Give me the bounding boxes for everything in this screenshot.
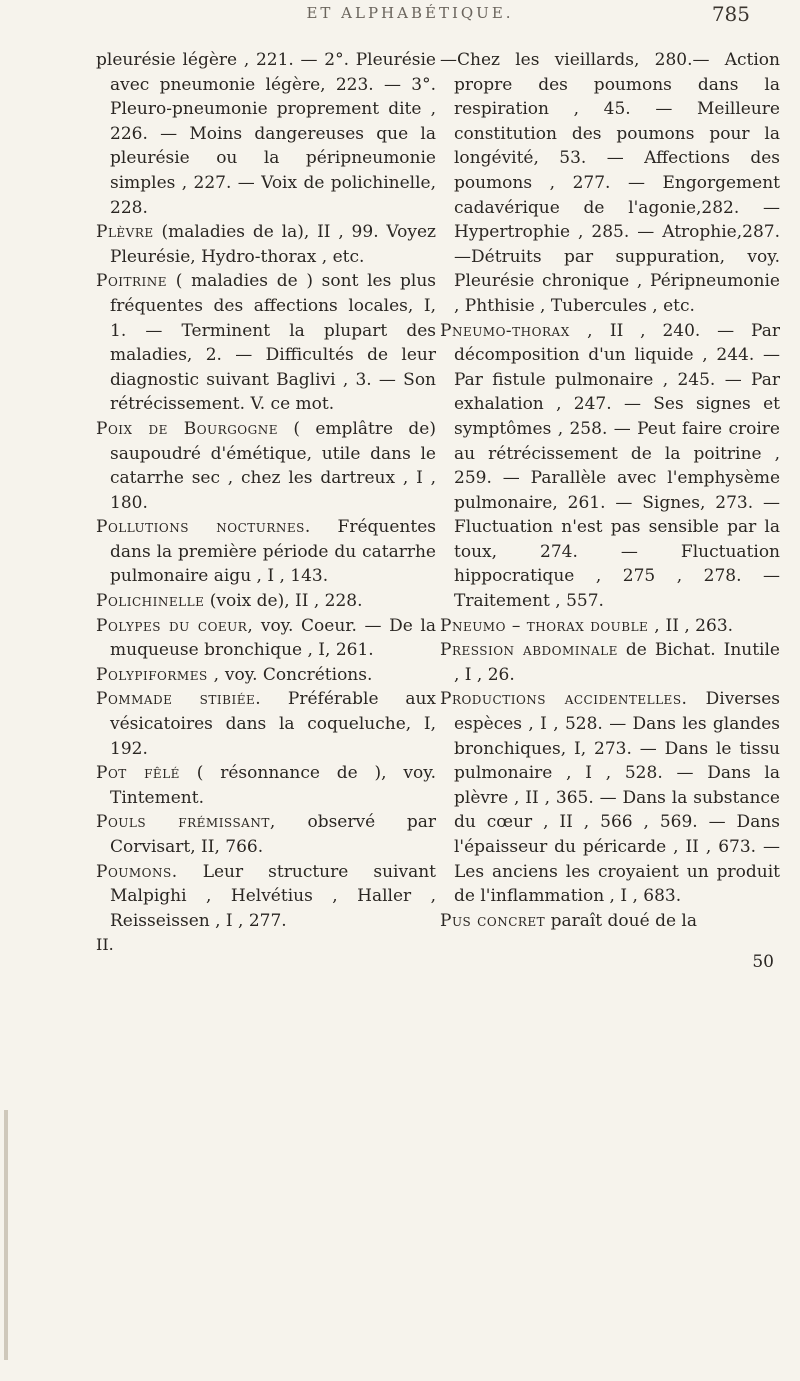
entry-text: Diverses espèces , I , 528. — Dans les glandes bronchiques, I, 273. — Dans le tissu pulmonaire , I , 528. — Dans la plèvre , II , 365. — Dans la substance du cœur , II , 566 , 569. — Dans l'épaisseur du péricarde , II , 673. — Les anciens les croyaient un produit de l'inflammation , I , 683. (454, 689, 780, 907)
entry-term: Poumons. (96, 861, 178, 882)
left-column (96, 48, 436, 974)
index-entry (440, 638, 780, 687)
index-entry (96, 860, 436, 934)
entry-text: paraît doué de la (545, 910, 697, 931)
entry-text: (maladies de la), II , 99. Voyez Pleurésie, Hydro-thorax , etc. (110, 222, 436, 267)
index-entry (96, 48, 436, 220)
entry-text: Fréquentes dans la première période du catarrhe pulmonaire aigu , I , 143. (110, 517, 436, 587)
entry-text: (voix de), II , 228. (204, 591, 363, 612)
entry-term: Poitrine (96, 271, 168, 292)
index-entry (96, 663, 436, 688)
entry-term: Polichinelle (96, 591, 205, 612)
entry-text: —Chez les vieillards, 280.— Action propre des poumons dans la respiration , 45. — Meilleure constitution des poumons pour la longévité, 53. — Affections des poumons , 277. — Engorgement cadavérique de l'agonie,282. — Hypertrophie , 285. — Atrophie,287.—Détruits par suppuration, voy. Pleurésie chronique , Péripneumonie , Phthisie , Tubercules , etc. (440, 50, 780, 316)
entry-term: Pouls frémissant, (96, 812, 276, 833)
index-entry (440, 319, 780, 614)
entry-text: Leur structure suivant Malpighi , Helvétius , Haller , Reisseissen , I , 277. (110, 861, 436, 931)
index-entry (96, 614, 436, 663)
entry-term: Plèvre (96, 222, 154, 243)
entry-text: de Bichat. Inutile , I , 26. (454, 640, 780, 685)
index-entry (96, 589, 436, 614)
entry-term: Pot fêlé (96, 763, 180, 784)
entry-text: Préférable aux vésicatoires dans la coqueluche, I, 192. (110, 689, 436, 759)
entry-term: Pneumo – thorax double , (440, 615, 661, 636)
entry-term: Pneumo-thorax , (440, 320, 594, 341)
entry-text: voy. Coeur. — De la muqueuse bronchique , I, 261. (110, 615, 437, 661)
index-entry (96, 761, 436, 810)
page-edge-shadow (4, 1110, 8, 1360)
signature-mark: II. (96, 935, 114, 955)
entry-term: Pommade stibiée. (96, 689, 262, 710)
running-header: ET ALPHABÉTIQUE. (306, 4, 514, 22)
index-entry (440, 48, 780, 319)
index-entry (440, 909, 780, 934)
entry-term: Pollutions nocturnes. (96, 517, 311, 538)
entry-text: ( emplâtre de) saupoudré d'émétique, utile dans le catarrhe sec , chez les dartreux , I , 180. (110, 418, 436, 513)
index-entry (96, 269, 436, 417)
entry-term: Poix de Bourgogne (96, 418, 278, 439)
right-column (440, 48, 780, 992)
page-number: 785 (711, 2, 750, 26)
entry-text: II , 263. (660, 615, 734, 636)
index-entry (96, 687, 436, 761)
entry-term: Polypiformes , (96, 664, 220, 685)
index-entry (96, 810, 436, 859)
entry-term: Productions accidentelles. (440, 689, 688, 710)
entry-text: ( résonnance de ), voy. Tintement. (110, 763, 437, 808)
entry-term: Pus concret (440, 910, 546, 931)
index-entry (440, 614, 780, 639)
index-entry (96, 220, 436, 269)
entry-term: Pression abdominale (440, 640, 618, 661)
catchword: 50 (752, 952, 774, 973)
entry-text: pleurésie légère , 221. — 2°. Pleurésie avec pneumonie légère, 223. — 3°. Pleuro-pneumonie proprement dite , 226. — Moins dangereuses que la pleurésie ou la péripneumonie simples , 227. — Voix de polichinelle, 228. (96, 50, 436, 218)
index-entry (440, 687, 780, 908)
index-entry (96, 515, 436, 589)
entry-text: II , 240. — Par décomposition d'un liquide , 244. — Par fistule pulmonaire , 245. — Par exhalation , 247. — Ses signes et symptômes , 258. — Peut faire croire au rétrécissement de la poitrine , 259. — Parallèle avec l'emphysème pulmonaire, 261. — Signes, 273. — Fluctuation n'est pas sensible par la toux, 274. — Fluctuation hippocratique , 275 , 278. — Traitement , 557. (454, 320, 780, 612)
index-entry (96, 417, 436, 515)
entry-term: Polypes du coeur, (96, 615, 254, 636)
entry-text: observé par Corvisart, II, 766. (110, 812, 436, 857)
entry-text: ( maladies de ) sont les plus fréquentes des affections locales, I, 1. — Terminent la plupart des maladies, 2. — Difficultés de leur diagnostic suivant Baglivi , 3. — Son rétrécissement. V. ce mot. (110, 271, 436, 415)
entry-text: voy. Concrétions. (219, 664, 373, 685)
